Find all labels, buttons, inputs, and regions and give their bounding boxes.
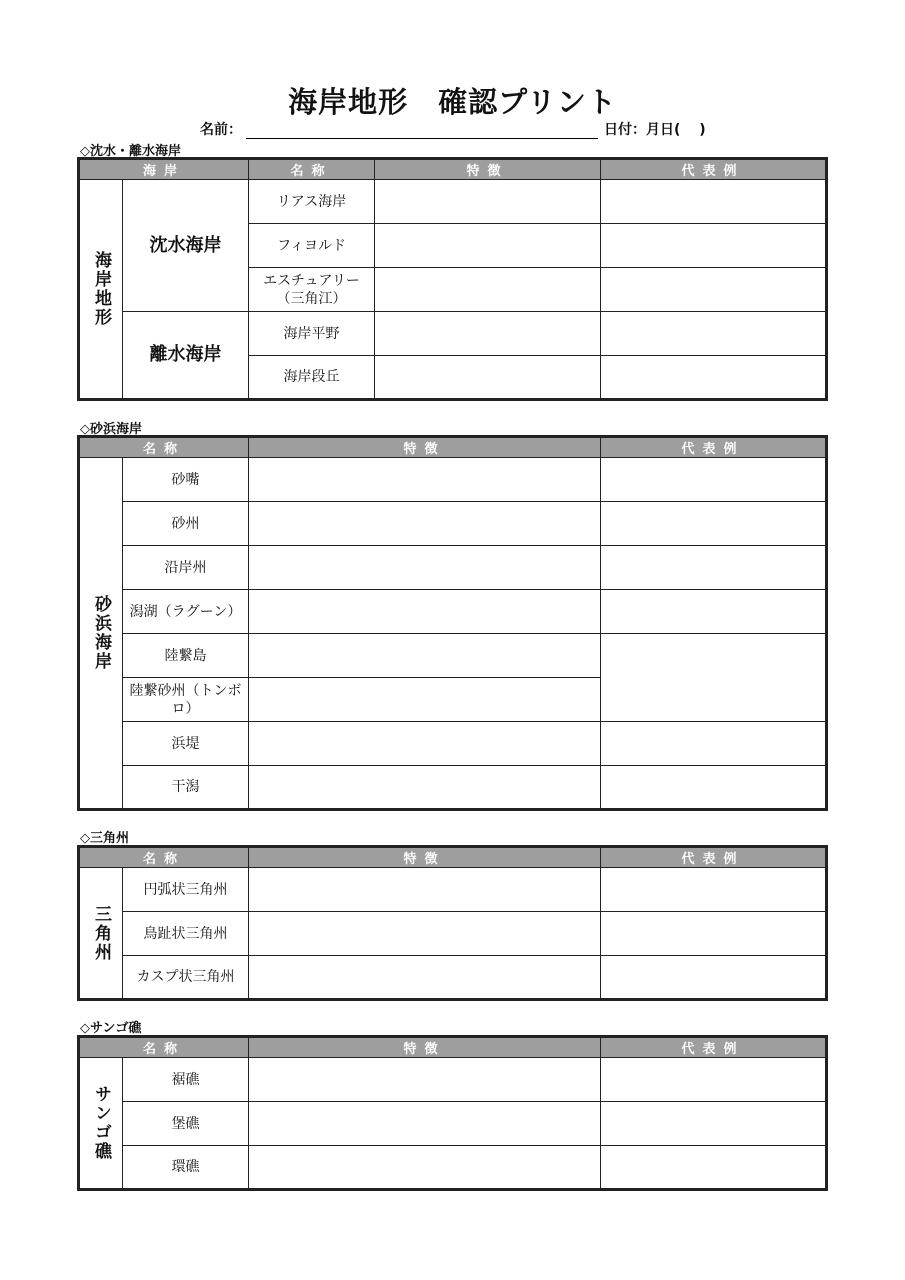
header-name: 名称	[79, 437, 249, 458]
feature-cell[interactable]	[249, 590, 601, 634]
feature-cell[interactable]	[249, 956, 601, 1000]
table-row	[79, 956, 827, 1000]
example-cell[interactable]	[601, 268, 827, 312]
feature-cell[interactable]	[375, 312, 601, 356]
table-row	[79, 458, 827, 502]
name-label: 名前：	[200, 122, 242, 138]
feature-cell[interactable]	[375, 268, 601, 312]
section-title: ◇沈水・離水海岸	[80, 144, 181, 159]
table-row	[79, 590, 827, 634]
item-name: 潟湖（ラグーン）	[123, 590, 249, 634]
header-feature: 特徴	[249, 1037, 601, 1058]
item-name: 環礁	[123, 1146, 249, 1190]
group-label: 海岸地形	[79, 180, 123, 400]
example-cell[interactable]	[601, 356, 827, 400]
section-title: ◇砂浜海岸	[80, 422, 142, 437]
feature-cell[interactable]	[249, 1146, 601, 1190]
table-row	[79, 722, 827, 766]
item-name: 海岸平野	[249, 312, 375, 356]
table-row	[79, 502, 827, 546]
subgroup-label: 離水海岸	[123, 312, 249, 400]
feature-cell[interactable]	[249, 502, 601, 546]
group-label: 三角州	[79, 868, 123, 1000]
feature-cell[interactable]	[249, 766, 601, 810]
date-label: 日付：	[604, 122, 646, 138]
feature-cell[interactable]	[249, 722, 601, 766]
example-cell[interactable]	[601, 458, 827, 502]
day-label: 日( )	[660, 122, 706, 138]
example-cell[interactable]	[601, 224, 827, 268]
table-row	[79, 868, 827, 912]
example-cell[interactable]	[601, 634, 827, 722]
item-name: リアス海岸	[249, 180, 375, 224]
header-example: 代表例	[601, 1037, 827, 1058]
month-label: 月	[646, 122, 660, 138]
header-name: 名称	[79, 847, 249, 868]
name-date-row	[200, 119, 706, 139]
example-cell[interactable]	[601, 502, 827, 546]
table-row	[79, 1058, 827, 1102]
item-name: 砂嘴	[123, 458, 249, 502]
header-feature: 特徴	[249, 437, 601, 458]
item-name: 海岸段丘	[249, 356, 375, 400]
example-cell[interactable]	[601, 766, 827, 810]
table-row	[79, 546, 827, 590]
example-cell[interactable]	[601, 956, 827, 1000]
item-name: 陸繋島	[123, 634, 249, 678]
item-name: 沿岸州	[123, 546, 249, 590]
table-sandy-coast	[77, 435, 828, 811]
table-submerged-emerged	[77, 157, 828, 401]
name-field[interactable]	[246, 123, 598, 139]
item-name: 鳥趾状三角州	[123, 912, 249, 956]
header-feature: 特徴	[249, 847, 601, 868]
feature-cell[interactable]	[249, 678, 601, 722]
header-example: 代表例	[601, 847, 827, 868]
header-feature: 特徴	[375, 159, 601, 180]
item-name: 円弧状三角州	[123, 868, 249, 912]
feature-cell[interactable]	[249, 868, 601, 912]
feature-cell[interactable]	[375, 224, 601, 268]
table-row	[79, 634, 827, 678]
item-name: フィヨルド	[249, 224, 375, 268]
feature-cell[interactable]	[249, 1058, 601, 1102]
group-label: 砂浜海岸	[79, 458, 123, 810]
example-cell[interactable]	[601, 868, 827, 912]
example-cell[interactable]	[601, 722, 827, 766]
table-row	[79, 1146, 827, 1190]
example-cell[interactable]	[601, 180, 827, 224]
feature-cell[interactable]	[249, 1102, 601, 1146]
group-label: サンゴ礁	[79, 1058, 123, 1190]
header-example: 代表例	[601, 159, 827, 180]
feature-cell[interactable]	[249, 634, 601, 678]
table-row	[79, 912, 827, 956]
header-example: 代表例	[601, 437, 827, 458]
example-cell[interactable]	[601, 590, 827, 634]
feature-cell[interactable]	[249, 546, 601, 590]
section-title: ◇サンゴ礁	[80, 1021, 142, 1036]
item-name: 裾礁	[123, 1058, 249, 1102]
table-coral-reef	[77, 1035, 828, 1191]
example-cell[interactable]	[601, 312, 827, 356]
item-name: 陸繋砂州（トンボロ）	[123, 678, 249, 722]
item-name: 砂州	[123, 502, 249, 546]
item-name: カスプ状三角州	[123, 956, 249, 1000]
item-name: 堡礁	[123, 1102, 249, 1146]
example-cell[interactable]	[601, 1102, 827, 1146]
page-title: 海岸地形 確認プリント	[288, 85, 617, 119]
header-name: 名称	[79, 1037, 249, 1058]
header-kaigan: 海岸	[79, 159, 249, 180]
feature-cell[interactable]	[375, 180, 601, 224]
section-title: ◇三角州	[80, 831, 129, 846]
feature-cell[interactable]	[249, 458, 601, 502]
example-cell[interactable]	[601, 1146, 827, 1190]
header-name: 名称	[249, 159, 375, 180]
item-name: エスチュアリー（三角江）	[249, 268, 375, 312]
item-name: 浜堤	[123, 722, 249, 766]
example-cell[interactable]	[601, 912, 827, 956]
example-cell[interactable]	[601, 546, 827, 590]
feature-cell[interactable]	[375, 356, 601, 400]
feature-cell[interactable]	[249, 912, 601, 956]
example-cell[interactable]	[601, 1058, 827, 1102]
table-row	[79, 766, 827, 810]
table-delta	[77, 845, 828, 1001]
table-row	[79, 1102, 827, 1146]
item-name: 干潟	[123, 766, 249, 810]
subgroup-label: 沈水海岸	[123, 180, 249, 312]
